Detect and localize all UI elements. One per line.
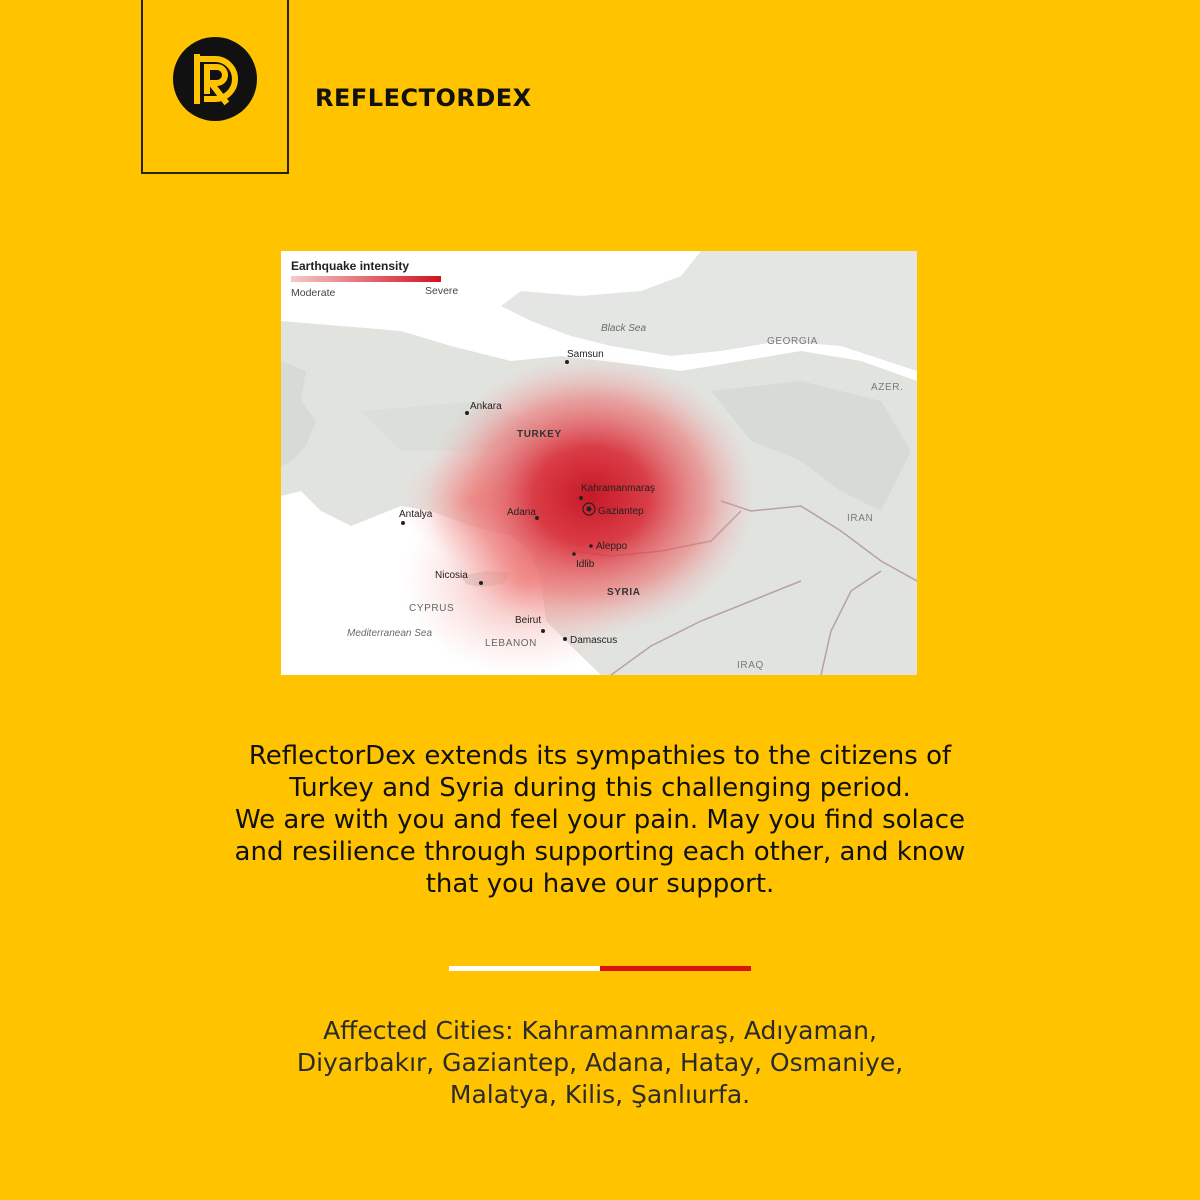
svg-text:Idlib: Idlib	[576, 559, 595, 570]
flag-divider	[449, 966, 751, 971]
svg-text:Adana: Adana	[507, 507, 536, 518]
divider-white-segment	[449, 966, 600, 971]
sea-label-black: Black Sea	[601, 323, 647, 334]
country-label-syria: SYRIA	[607, 587, 641, 598]
legend-max: Severe	[425, 285, 459, 297]
legend-min: Moderate	[291, 287, 336, 299]
country-label-iran: IRAN	[847, 513, 874, 524]
country-label-azer: AZER.	[871, 382, 904, 393]
message-line: and resilience through supporting each other, and know	[234, 837, 966, 867]
sympathy-message	[120, 740, 1080, 900]
affected-cities-note	[200, 1015, 1000, 1111]
cities-line: Affected Cities: Kahramanmaraş, Adıyaman,	[323, 1016, 877, 1045]
logo-box	[141, 0, 289, 174]
legend-bar	[291, 276, 441, 282]
svg-text:Gaziantep: Gaziantep	[598, 506, 644, 517]
logo-circle	[173, 37, 257, 121]
svg-text:Ankara: Ankara	[470, 401, 502, 412]
country-label-cyprus: CYPRUS	[409, 603, 455, 614]
svg-text:Beirut: Beirut	[515, 615, 542, 626]
city-damascus	[563, 635, 617, 646]
rd-monogram-icon	[185, 49, 245, 109]
sea-label-mediterranean: Mediterranean Sea	[347, 628, 433, 639]
country-label-turkey: TURKEY	[517, 429, 562, 440]
svg-text:Damascus: Damascus	[570, 635, 618, 646]
svg-text:Kahramanmaraş: Kahramanmaraş	[581, 483, 655, 494]
message-line: that you have our support.	[425, 869, 775, 899]
message-line: We are with you and feel your pain. May you find solace	[234, 805, 965, 835]
country-label-lebanon: LEBANON	[485, 638, 537, 649]
country-label-georgia: GEORGIA	[767, 336, 818, 347]
city-gaziantep	[598, 506, 644, 517]
legend-title: Earthquake intensity	[291, 259, 410, 273]
svg-text:Samsun: Samsun	[567, 349, 604, 360]
message-line: ReflectorDex extends its sympathies to the citizens of	[248, 741, 952, 771]
svg-text:Aleppo: Aleppo	[596, 541, 628, 552]
svg-text:Nicosia: Nicosia	[435, 570, 468, 581]
divider-red-segment	[600, 966, 751, 971]
map-svg	[281, 251, 917, 675]
intensity-core	[426, 356, 756, 636]
message-line: Turkey and Syria during this challenging period.	[289, 773, 911, 803]
svg-text:Antalya: Antalya	[399, 509, 433, 520]
cities-line: Diyarbakır, Gaziantep, Adana, Hatay, Osmaniye,	[296, 1048, 904, 1077]
brand-name: REFLECTORDEX	[315, 84, 532, 112]
country-label-iraq: IRAQ	[737, 660, 764, 671]
cities-line: Malatya, Kilis, Şanlıurfa.	[449, 1080, 751, 1109]
earthquake-map	[281, 251, 917, 675]
